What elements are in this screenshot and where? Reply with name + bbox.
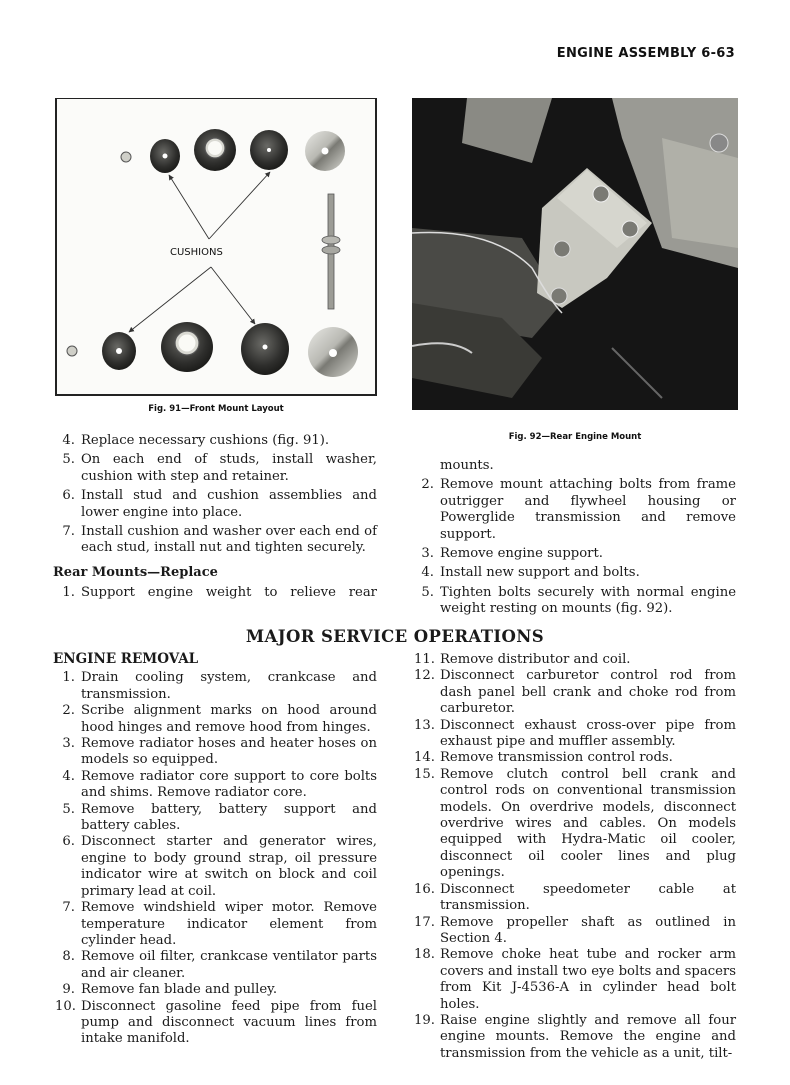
rear-engine-mount-photo: [412, 98, 738, 410]
list-item: 5. Tighten bolts securely with normal engine weight resting on mounts (fig. 92).: [421, 584, 736, 617]
list-item: 13. Disconnect exhaust cross-over pipe from exhaust pipe and muffler assembly.: [414, 717, 736, 750]
engine-removal-steps-right: [414, 652, 736, 1062]
list-item: 6. Install stud and cushion assemblies and lower engine into place.: [62, 488, 377, 520]
running-head: ENGINE ASSEMBLY 6-63: [556, 46, 735, 61]
list-item: 3. Remove radiator hoses and heater hoses on models so equipped.: [62, 736, 377, 768]
list-item: 2. Remove mount attaching bolts from frame outrigger and flywheel housing or Powerglide transmission and remove support.: [421, 477, 736, 542]
engine-removal-heading: ENGINE REMOVAL: [53, 651, 199, 667]
list-item: 12. Disconnect carburetor control rod from dash panel bell crank and choke rod from carburetor.: [414, 668, 736, 717]
front-mount-steps-column: [55, 433, 377, 605]
top-washer: [305, 131, 345, 171]
mount-stud: [322, 194, 340, 309]
list-item: 15. Remove clutch control bell crank and control rods on conventional transmission models. On overdrive models, disconnect overdrive wires and cables. On models equipped with Hydra-Matic oil cooler, disconnect oil cooler lines and plug openings.: [414, 766, 736, 881]
list-item: 14. Remove transmission control rods.: [414, 750, 673, 766]
engine-removal-steps-left: [55, 670, 377, 1047]
rear-mount-steps: [55, 585, 377, 601]
bottom-washer: [308, 327, 358, 377]
bottom-retainer-cushion: [161, 322, 213, 372]
top-small-cushion: [150, 139, 180, 173]
figure-91-caption: Fig. 91—Front Mount Layout: [148, 404, 284, 414]
list-item: 5. On each end of studs, install washer, cushion with step and retainer.: [62, 452, 377, 484]
top-retainer-cushion: [194, 129, 236, 171]
top-step-cushion: [250, 130, 288, 170]
list-item: 9. Remove fan blade and pulley.: [62, 982, 278, 998]
bottom-nut: [67, 346, 77, 356]
list-item: 17. Remove propeller shaft as outlined in Section 4.: [414, 914, 736, 946]
list-item: 2. Scribe alignment marks on hood around hood hinges and remove hood from hinges.: [62, 703, 377, 735]
rear-mount-steps-column: [414, 458, 736, 621]
cushions-label: CUSHIONS: [170, 247, 223, 258]
section-title: MAJOR SERVICE OPERATIONS: [245, 627, 545, 646]
top-nut: [121, 152, 131, 162]
list-item: 4. Remove radiator core support to core bolts and shims. Remove radiator core.: [62, 768, 377, 801]
list-item: 8. Remove oil filter, crankcase ventilator parts and air cleaner.: [62, 949, 377, 981]
bottom-small-cushion: [102, 332, 136, 370]
list-item: 18. Remove choke heat tube and rocker arm covers and install two eye bolts and spacers from Kit J-4536-A in cylinder head bolt holes.: [414, 947, 736, 1012]
list-item: 7. Install cushion and washer over each end of each stud, install nut and tighten securely.: [62, 524, 377, 556]
list-item: 16. Disconnect speedometer cable at transmission.: [414, 881, 736, 914]
list-item: 4. Replace necessary cushions (fig. 91).: [62, 433, 330, 448]
list-item: 3. Remove engine support.: [421, 546, 603, 562]
figure-92-rear-engine-mount-photo: [412, 98, 738, 410]
continued-text: mounts.: [440, 458, 494, 473]
front-mount-steps: [55, 433, 377, 557]
bottom-step-cushion: [241, 323, 289, 375]
engine-removal-right-column: [414, 652, 736, 1062]
figure-91-front-mount-layout: [55, 98, 377, 396]
list-item: 10. Disconnect gasoline feed pipe from fuel pump and disconnect vacuum lines from intake manifold.: [55, 998, 377, 1047]
rear-mounts-heading: Rear Mounts—Replace: [53, 564, 218, 580]
list-item: 4. Install new support and bolts.: [421, 565, 640, 581]
figure-92-caption: Fig. 92—Rear Engine Mount: [508, 432, 642, 442]
engine-removal-left-column: [55, 651, 377, 1048]
list-item: 7. Remove windshield wiper motor. Remove temperature indicator element from cylinder head.: [62, 900, 377, 948]
list-item: 19. Raise engine slightly and remove all four engine mounts. Remove the engine and transmission from the vehicle as a unit, tilt-: [414, 1012, 736, 1061]
list-item: 1. Support engine weight to relieve rear: [62, 585, 377, 601]
list-item: 5. Remove battery, battery support and battery cables.: [62, 801, 377, 834]
rear-mount-steps-continued: [414, 477, 736, 617]
list-item: 11. Remove distributor and coil.: [414, 652, 631, 667]
list-item: 1. Drain cooling system, crankcase and transmission.: [62, 670, 377, 702]
list-item: 6. Disconnect starter and generator wires, engine to body ground strap, oil pressure indicator wire at switch on block and coil primary lead at coil.: [62, 834, 377, 899]
